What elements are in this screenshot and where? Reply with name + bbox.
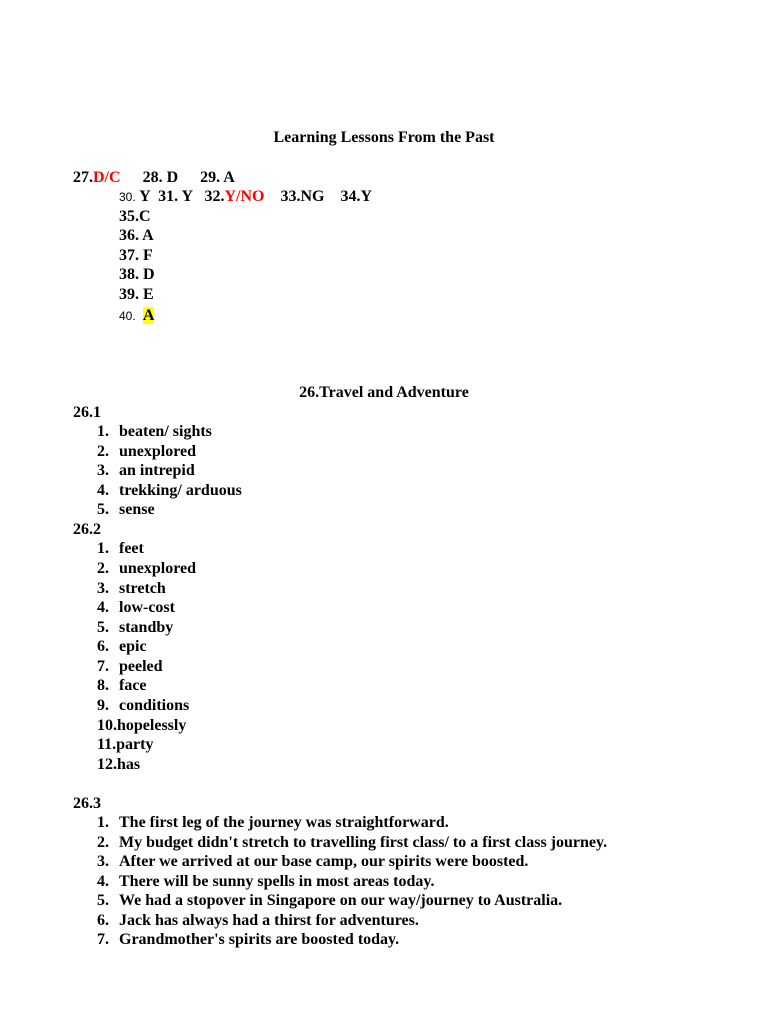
answer-item: 35.C <box>119 208 151 225</box>
answer-item: 39. E <box>119 286 154 303</box>
answer-item: 38. D <box>119 266 155 283</box>
item-text: stretch <box>119 580 166 597</box>
item-text: hopelessly <box>117 717 187 734</box>
item-number: 3. <box>97 580 109 597</box>
list-item <box>97 559 196 578</box>
exercise-heading: 26.3 <box>73 795 101 812</box>
item-text: epic <box>119 638 147 655</box>
item-number: 5. <box>97 892 109 909</box>
answer-row-27 <box>73 168 235 187</box>
list-item <box>97 442 196 461</box>
answer-label: 40. <box>119 309 136 323</box>
item-number: 8. <box>97 677 109 694</box>
list-item <box>97 637 147 656</box>
section-title: Learning Lessons From the Past <box>273 129 495 146</box>
item-number: 6. <box>97 912 109 929</box>
answer-item: 37. F <box>119 247 153 264</box>
item-number: 2. <box>97 834 109 851</box>
item-text: feet <box>119 540 144 557</box>
item-number: 11. <box>97 736 117 753</box>
item-text: Grandmother's spirits are boosted today. <box>119 931 400 948</box>
answer-row-40 <box>119 306 154 326</box>
item-text: After we arrived at our base camp, our spirits were boosted. <box>119 853 529 870</box>
list-item <box>97 872 434 891</box>
item-text: Jack has always had a thirst for adventures. <box>119 912 419 929</box>
answer-34: 34.Y <box>340 188 372 205</box>
item-text: We had a stopover in Singapore on our way/journey to Australia. <box>119 892 563 909</box>
answer-value: Y/NO <box>224 188 265 205</box>
list-item <box>97 852 528 871</box>
item-text: My budget didn't stretch to travelling first class/ to a first class journey. <box>119 834 608 851</box>
item-number: 2. <box>97 560 109 577</box>
list-item <box>97 696 189 715</box>
item-number: 1. <box>97 423 109 440</box>
list-item <box>97 539 144 558</box>
item-text: low-cost <box>119 599 175 616</box>
item-number: 1. <box>97 814 109 831</box>
item-number: 4. <box>97 873 109 890</box>
list-item <box>97 461 195 480</box>
item-text: trekking/ arduous <box>119 482 242 499</box>
answer-value: Y <box>139 188 151 205</box>
answer-31: 31. Y <box>158 188 193 205</box>
item-text: sense <box>119 501 155 518</box>
list-item <box>97 833 607 852</box>
answer-row-30 <box>119 187 372 207</box>
answer-label: 32. <box>204 188 225 205</box>
list-item <box>97 618 173 637</box>
list-item <box>97 735 153 754</box>
item-text: beaten/ sights <box>119 423 212 440</box>
item-text: an intrepid <box>119 462 195 479</box>
answer-label: 27. <box>73 169 93 186</box>
item-text: unexplored <box>119 560 197 577</box>
list-item <box>97 930 399 949</box>
item-number: 7. <box>97 658 109 675</box>
answer-33: 33.NG <box>280 188 325 205</box>
item-number: 6. <box>97 638 109 655</box>
item-number: 1. <box>97 540 109 557</box>
answer-28: 28. D <box>142 169 179 186</box>
list-item <box>97 911 419 930</box>
list-item <box>97 676 147 695</box>
item-text: The first leg of the journey was straightforward. <box>119 814 449 831</box>
item-number: 5. <box>97 619 109 636</box>
answer-29: 29. A <box>200 169 235 186</box>
item-text: party <box>116 736 154 753</box>
item-text: standby <box>119 619 174 636</box>
list-item <box>97 598 175 617</box>
highlighted-answer: A <box>142 307 155 324</box>
exercise-heading: 26.2 <box>73 521 101 538</box>
list-item <box>97 579 166 598</box>
item-text: has <box>117 756 141 773</box>
item-text: face <box>119 677 147 694</box>
answer-item: 36. A <box>119 227 154 244</box>
list-item <box>97 500 155 519</box>
item-text: peeled <box>119 658 163 675</box>
item-number: 10. <box>97 717 117 734</box>
list-item <box>97 891 562 910</box>
item-number: 3. <box>97 853 109 870</box>
item-number: 4. <box>97 482 109 499</box>
list-item <box>97 422 212 441</box>
exercise-heading: 26.1 <box>73 404 101 421</box>
item-number: 4. <box>97 599 109 616</box>
list-item <box>97 657 163 676</box>
item-text: conditions <box>119 697 190 714</box>
item-text: There will be sunny spells in most areas today. <box>119 873 435 890</box>
item-number: 9. <box>97 697 109 714</box>
item-number: 5. <box>97 501 109 518</box>
answer-label: 30. <box>119 190 136 204</box>
list-item <box>97 481 242 500</box>
item-number: 2. <box>97 443 109 460</box>
answer-value: D/C <box>93 169 121 186</box>
item-number: 12. <box>97 756 117 773</box>
list-item <box>97 755 140 774</box>
list-item <box>97 813 449 832</box>
section-title: 26.Travel and Adventure <box>299 384 469 401</box>
item-number: 7. <box>97 931 109 948</box>
item-number: 3. <box>97 462 109 479</box>
list-item <box>97 716 186 735</box>
item-text: unexplored <box>119 443 197 460</box>
